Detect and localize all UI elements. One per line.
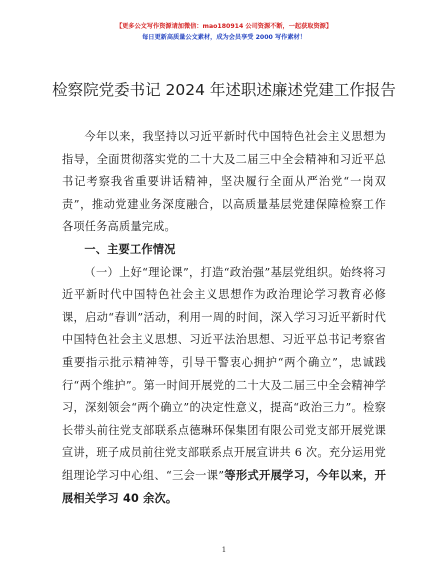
page-number: 1 bbox=[221, 546, 227, 554]
section-heading: 一、主要工作情况 bbox=[84, 242, 176, 256]
promo-line-2: 每日更新高质量公文素材，成为会员享受 2000 写作素材！ bbox=[142, 34, 306, 41]
promo-line-1: 【更多公文写作资源请加微信：mao180914 公司资源不断，一起获取资源】 bbox=[115, 23, 333, 30]
promo-banner bbox=[0, 22, 448, 43]
section-paragraph bbox=[62, 262, 386, 511]
intro-paragraph: 今年以来，我坚持以习近平新时代中国特色社会主义思想为指导，全面贯彻落实党的二十大及二届三中全会精神和习近平总书记考察我省重要讲话精神，坚决履行全面从严治党“一岗双责”，推动党建业务深度融合，以高质量基层党建保障检察工作各项任务高质量完成。 bbox=[62, 130, 386, 234]
document-title: 检察院党委书记 2024 年述职述廉述党建工作报告 bbox=[52, 81, 396, 99]
paragraph-bold-text: 等形式开展学习，今年以来，开展相关学习 40 余次。 bbox=[62, 468, 386, 505]
paragraph-text: （一）上好“理论课”，打造“政治强”基层党组织。始终将习近平新时代中国特色社会主义思想作为政治理论学习教育必修课，启动“春训”活动，利用一周的时间，深入学习习近平新时代中国特色社会主义思想、习近平法治思想、习近平总书记考察省重要指示批示精神等，引导干警衷心拥护“两个确立”，忠诚践行“两个维护”。第一时间开展党的二十大及二届三中全会精神学习，深刻领会“两个确立”的决定性意义，提高“政治三力”。检察长带头前往党支部联系点德琳环保集团有限公司党支部开展党课宣讲，班子成员前往党支部联系点开展宣讲共 6 次。充分运用党组理论学习中心组、“三会一课” bbox=[62, 265, 386, 482]
document-body bbox=[62, 126, 386, 510]
